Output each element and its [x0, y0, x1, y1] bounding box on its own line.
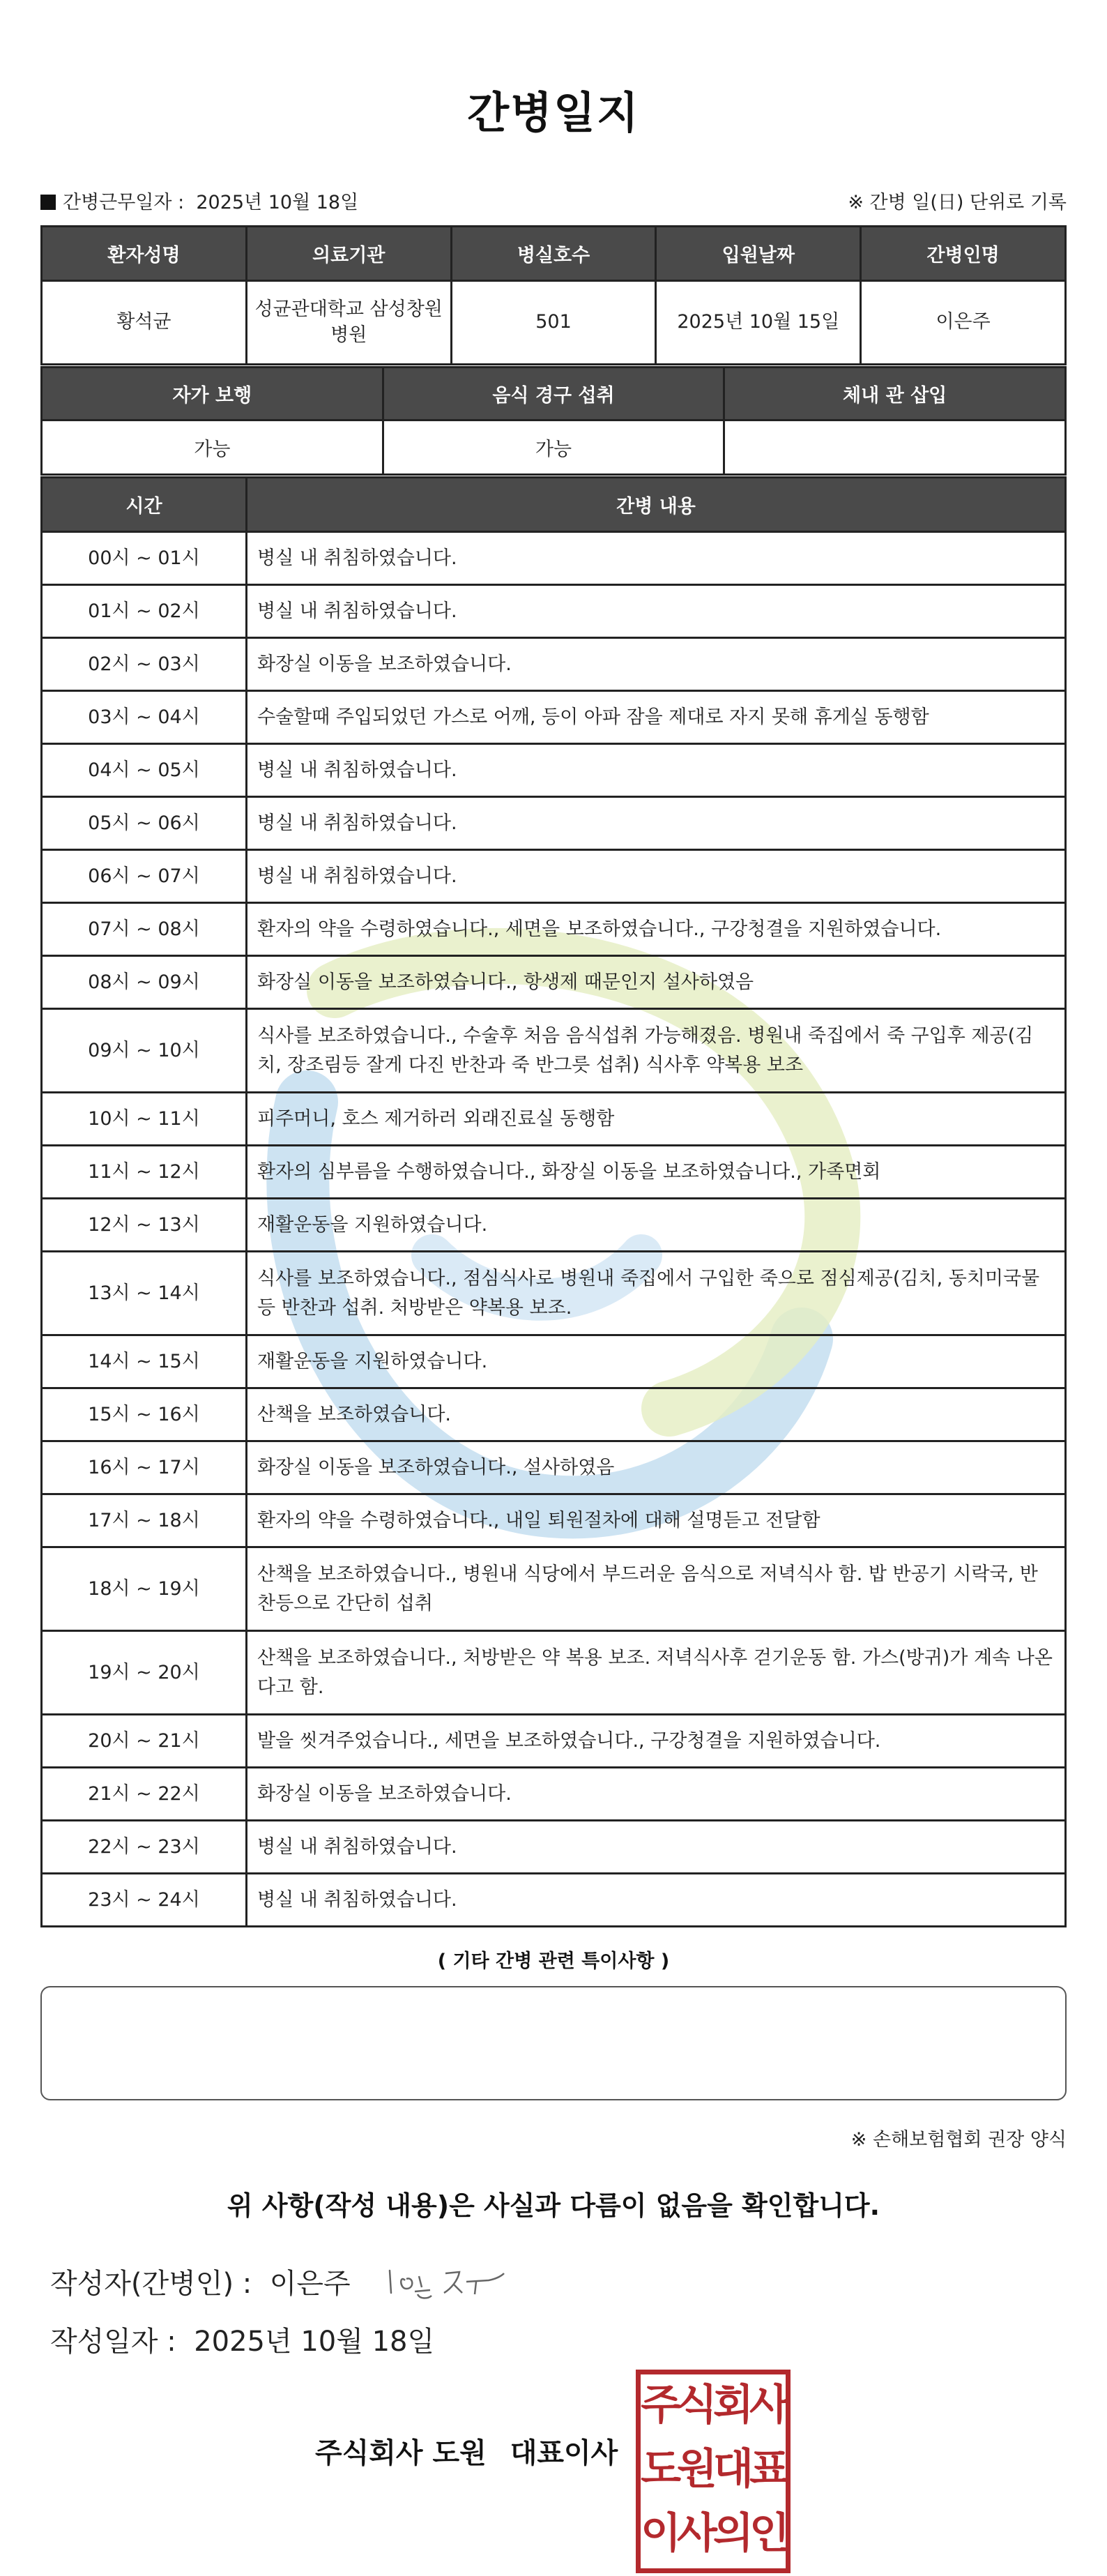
- work-date-label: 간병근무일자 :: [63, 192, 185, 213]
- table-row: [42, 1547, 1066, 1631]
- header-room: 병실호수: [451, 227, 656, 281]
- time-cell: 04시 ~ 05시: [42, 744, 247, 797]
- table-row: [42, 1768, 1066, 1821]
- table-row: [42, 1335, 1066, 1388]
- content-cell: 병실 내 취침하였습니다.: [247, 850, 1066, 903]
- time-cell: 08시 ~ 09시: [42, 956, 247, 1009]
- time-cell: 18시 ~ 19시: [42, 1547, 247, 1631]
- confirmation-statement: 위 사항(작성 내용)은 사실과 다름이 없음을 확인합니다.: [227, 2190, 880, 2221]
- document-title: 간병일지: [467, 87, 640, 138]
- time-cell: 05시 ~ 06시: [42, 797, 247, 850]
- time-cell: 07시 ~ 08시: [42, 903, 247, 956]
- table-row: [42, 1441, 1066, 1494]
- writer-label: 작성자(간병인) :: [50, 2268, 252, 2300]
- table-row: [42, 744, 1066, 797]
- room-number: 501: [451, 281, 656, 365]
- table-row: [42, 691, 1066, 744]
- time-cell: 17시 ~ 18시: [42, 1494, 247, 1547]
- notes-title: ( 기타 간병 관련 특이사항 ): [437, 1950, 670, 1972]
- admission-date: 2025년 10월 15일: [656, 281, 861, 365]
- table-row: [42, 1631, 1066, 1715]
- header-care-content: 간병 내용: [247, 478, 1066, 532]
- content-cell: 산책을 보조하였습니다., 처방받은 약 복용 보조. 저녁식사후 걷기운동 함. 가스(방귀)가 계속 나온다고 함.: [247, 1631, 1066, 1715]
- header-caregiver: 간병인명: [861, 227, 1066, 281]
- work-date-value: 2025년 10월 18일: [196, 192, 359, 213]
- patient-ability-table: [40, 366, 1067, 476]
- content-cell: 재활운동을 지원하였습니다.: [247, 1199, 1066, 1252]
- content-cell: 화장실 이동을 보조하였습니다., 항생제 때문인지 설사하였음: [247, 956, 1066, 1009]
- content-cell: 환자의 심부름을 수행하였습니다., 화장실 이동을 보조하였습니다., 가족면회: [247, 1146, 1066, 1199]
- table-row: [42, 1252, 1066, 1335]
- self-walking-value: 가능: [42, 421, 383, 475]
- table-header-row: [42, 368, 1066, 421]
- table-row: [42, 903, 1066, 956]
- recommend-note: ※ 손해보험협회 권장 양식: [850, 2129, 1067, 2151]
- special-notes-box: [40, 1986, 1067, 2100]
- time-cell: 02시 ~ 03시: [42, 638, 247, 691]
- table-row: [42, 1715, 1066, 1768]
- content-cell: 발을 씻겨주었습니다., 세면을 보조하였습니다., 구강청결을 지원하였습니다.: [247, 1715, 1066, 1768]
- table-row: [42, 1093, 1066, 1146]
- time-cell: 20시 ~ 21시: [42, 1715, 247, 1768]
- seal-line: 도원대표: [641, 2445, 786, 2494]
- table-header-row: [42, 227, 1066, 281]
- caregiver-name: 이은주: [861, 281, 1066, 365]
- care-log-table: [40, 476, 1067, 1927]
- time-cell: 06시 ~ 07시: [42, 850, 247, 903]
- tube-insertion-value: [724, 421, 1066, 475]
- table-row: [42, 1146, 1066, 1199]
- content-cell: 산책을 보조하였습니다.: [247, 1388, 1066, 1441]
- time-cell: 16시 ~ 17시: [42, 1441, 247, 1494]
- header-oral-intake: 음식 경구 섭취: [383, 368, 724, 421]
- table-row: [42, 797, 1066, 850]
- company-role: 대표이사: [510, 2437, 618, 2469]
- content-cell: 병실 내 취침하였습니다.: [247, 797, 1066, 850]
- table-row: [42, 1874, 1066, 1927]
- content-cell: 병실 내 취침하였습니다.: [247, 585, 1066, 638]
- time-cell: 22시 ~ 23시: [42, 1821, 247, 1874]
- time-cell: 00시 ~ 01시: [42, 532, 247, 585]
- write-date: [50, 2319, 434, 2359]
- table-row: [42, 421, 1066, 475]
- time-cell: 14시 ~ 15시: [42, 1335, 247, 1388]
- time-cell: 11시 ~ 12시: [42, 1146, 247, 1199]
- handwritten-signature: [384, 2261, 510, 2310]
- content-cell: 화장실 이동을 보조하였습니다.: [247, 638, 1066, 691]
- table-row: [42, 1821, 1066, 1874]
- content-cell: 환자의 약을 수령하였습니다., 내일 퇴원절차에 대해 설명듣고 전달함: [247, 1494, 1066, 1547]
- content-cell: 병실 내 취침하였습니다.: [247, 1821, 1066, 1874]
- writer-line: [50, 2261, 510, 2310]
- header-hospital: 의료기관: [246, 227, 451, 281]
- write-date-value: 2025년 10월 18일: [194, 2326, 435, 2358]
- time-cell: 21시 ~ 22시: [42, 1768, 247, 1821]
- company-name: 주식회사 도원: [315, 2437, 487, 2469]
- table-row: [42, 956, 1066, 1009]
- content-cell: 병실 내 취침하였습니다.: [247, 532, 1066, 585]
- header-self-walking: 자가 보행: [42, 368, 383, 421]
- writer-name: 이은주: [269, 2268, 351, 2300]
- time-cell: 15시 ~ 16시: [42, 1388, 247, 1441]
- content-cell: 재활운동을 지원하였습니다.: [247, 1335, 1066, 1388]
- seal-line: 이사의인: [641, 2509, 786, 2558]
- content-cell: 식사를 보조하였습니다., 수술후 처음 음식섭취 가능해졌음. 병원내 죽집에서 죽 구입후 제공(김치, 장조림등 잘게 다진 반찬과 죽 반그릇 섭취) 식사후 약복용 보조: [247, 1009, 1066, 1093]
- table-row: [42, 585, 1066, 638]
- header-admission-date: 입원날짜: [656, 227, 861, 281]
- table-row: [42, 1009, 1066, 1093]
- table-row: [42, 1494, 1066, 1547]
- company-seal-stamp: [636, 2370, 791, 2573]
- table-row: [42, 850, 1066, 903]
- table-row: [42, 281, 1066, 365]
- table-row: [42, 1388, 1066, 1441]
- time-cell: 12시 ~ 13시: [42, 1199, 247, 1252]
- table-row: [42, 638, 1066, 691]
- time-cell: 03시 ~ 04시: [42, 691, 247, 744]
- work-date-row: [40, 187, 1067, 215]
- content-cell: 병실 내 취침하였습니다.: [247, 1874, 1066, 1927]
- time-cell: 01시 ~ 02시: [42, 585, 247, 638]
- company-line: [315, 2431, 618, 2471]
- header-tube-insertion: 체내 관 삽입: [724, 368, 1066, 421]
- table-row: [42, 1199, 1066, 1252]
- time-cell: 09시 ~ 10시: [42, 1009, 247, 1093]
- write-date-label: 작성일자 :: [50, 2326, 176, 2358]
- time-cell: 23시 ~ 24시: [42, 1874, 247, 1927]
- content-cell: 환자의 약을 수령하였습니다., 세면을 보조하였습니다., 구강청결을 지원하였습니다.: [247, 903, 1066, 956]
- work-date: [40, 187, 358, 214]
- content-cell: 피주머니, 호스 제거하러 외래진료실 동행함: [247, 1093, 1066, 1146]
- content-cell: 수술할때 주입되었던 가스로 어깨, 등이 아파 잠을 제대로 자지 못해 휴게실 동행함: [247, 691, 1066, 744]
- header-time: 시간: [42, 478, 247, 532]
- header-patient-name: 환자성명: [42, 227, 247, 281]
- patient-name: 황석균: [42, 281, 247, 365]
- seal-line: 주식회사: [641, 2381, 786, 2430]
- content-cell: 화장실 이동을 보조하였습니다.: [247, 1768, 1066, 1821]
- hospital-name: 성균관대학교 삼성창원병원: [246, 281, 451, 365]
- time-cell: 13시 ~ 14시: [42, 1252, 247, 1335]
- unit-note: ※ 간병 일(日) 단위로 기록: [848, 192, 1067, 213]
- content-cell: 산책을 보조하였습니다., 병원내 식당에서 부드러운 음식으로 저녁식사 함. 밥 반공기 시락국, 반찬등으로 간단히 섭취: [247, 1547, 1066, 1631]
- square-bullet-icon: [40, 195, 56, 210]
- time-cell: 19시 ~ 20시: [42, 1631, 247, 1715]
- content-cell: 병실 내 취침하였습니다.: [247, 744, 1066, 797]
- patient-info-table: [40, 225, 1067, 365]
- table-row: [42, 532, 1066, 585]
- oral-intake-value: 가능: [383, 421, 724, 475]
- content-cell: 식사를 보조하였습니다., 점심식사로 병원내 죽집에서 구입한 죽으로 점심제공(김치, 동치미국물등 반찬과 섭취. 처방받은 약복용 보조.: [247, 1252, 1066, 1335]
- table-header-row: [42, 478, 1066, 532]
- time-cell: 10시 ~ 11시: [42, 1093, 247, 1146]
- content-cell: 화장실 이동을 보조하였습니다., 설사하였음: [247, 1441, 1066, 1494]
